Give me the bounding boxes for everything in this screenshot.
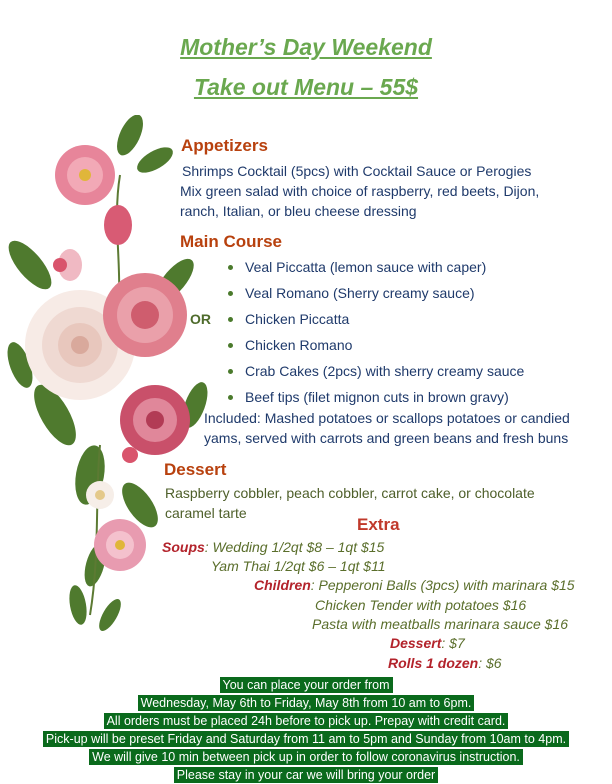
main-course-item: Veal Piccatta (lemon sauce with caper): [228, 256, 524, 282]
children-label: Children: [254, 577, 311, 593]
soups-line: [162, 539, 384, 555]
main-course-item: Crab Cakes (2pcs) with sherry creamy sauce: [228, 360, 524, 386]
appetizers-line-3: ranch, Italian, or bleu cheese dressing: [180, 203, 417, 219]
pink-flower-top: [55, 145, 115, 205]
pink-bud: [58, 205, 132, 281]
rolls-price: : $6: [478, 655, 502, 671]
soups-wedding: : Wedding 1/2qt $8 – 1qt $15: [204, 539, 385, 555]
main-course-item: Veal Romano (Sherry creamy sauce): [228, 282, 524, 308]
extra-heading: Extra: [357, 515, 400, 534]
children-chicken: Chicken Tender with potatoes $16: [315, 597, 527, 613]
main-course-item: Chicken Romano: [228, 334, 524, 360]
order-info-banner: [0, 676, 612, 784]
main-course-list: [228, 256, 524, 412]
red-rose: [120, 385, 190, 455]
banner-line: Wednesday, May 6th to Friday, May 8th from 10 am to 6pm.: [138, 695, 475, 711]
main-course-heading: Main Course: [180, 232, 283, 251]
banner-line: All orders must be placed 24h before to pick up. Prepay with credit card.: [104, 713, 509, 729]
banner-line: We will give 10 min between pick up in order to follow coronavirus instruction.: [89, 749, 523, 765]
dessert-extra-line: [390, 635, 465, 651]
included-line-1: Included: Mashed potatoes or scallops potatoes or candied: [204, 410, 570, 426]
or-label: OR: [190, 311, 211, 327]
banner-line: Pick-up will be preset Friday and Saturday from 11 am to 5pm and Sunday from 10am to 4pm.: [43, 731, 569, 747]
appetizers-heading: Appetizers: [181, 136, 268, 155]
appetizers-line-1: Shrimps Cocktail (5pcs) with Cocktail Sauce or Perogies: [182, 163, 532, 179]
children-pepperoni: : Pepperoni Balls (3pcs) with marinara $15: [310, 577, 575, 593]
dessert-line-2: caramel tarte: [165, 505, 247, 521]
soups-yam-thai: Yam Thai 1/2qt $6 – 1qt $11: [211, 558, 386, 574]
main-course-item: Chicken Piccatta: [228, 308, 524, 334]
menu-subtitle: Take out Menu – 55$: [193, 74, 419, 100]
pink-flower-bottom: [94, 519, 146, 571]
rolls-line: [388, 655, 502, 671]
included-line-2: yams, served with carrots and green beans and fresh buns: [204, 430, 569, 446]
soups-label: Soups: [162, 539, 205, 555]
main-course-item: Beef tips (filet mignon cuts in brown gravy): [228, 386, 524, 412]
dessert-extra-label: Dessert: [390, 635, 442, 651]
dessert-heading: Dessert: [164, 460, 227, 479]
banner-line: You can place your order from: [220, 677, 393, 693]
children-line: [254, 577, 575, 593]
pink-rose: [103, 273, 187, 357]
dessert-line-1: Raspberry cobbler, peach cobbler, carrot cake, or chocolate: [165, 485, 535, 501]
menu-title: Mother’s Day Weekend: [180, 34, 432, 60]
appetizers-line-2: Mix green salad with choice of raspberry, red beets, Dijon,: [180, 183, 540, 199]
rolls-label: Rolls 1 dozen: [388, 655, 479, 671]
children-pasta: Pasta with meatballs marinara sauce $16: [312, 616, 569, 632]
dessert-extra-price: : $7: [441, 635, 465, 651]
white-flower-small: [86, 481, 114, 509]
banner-line: Please stay in your car we will bring your order: [174, 767, 438, 783]
